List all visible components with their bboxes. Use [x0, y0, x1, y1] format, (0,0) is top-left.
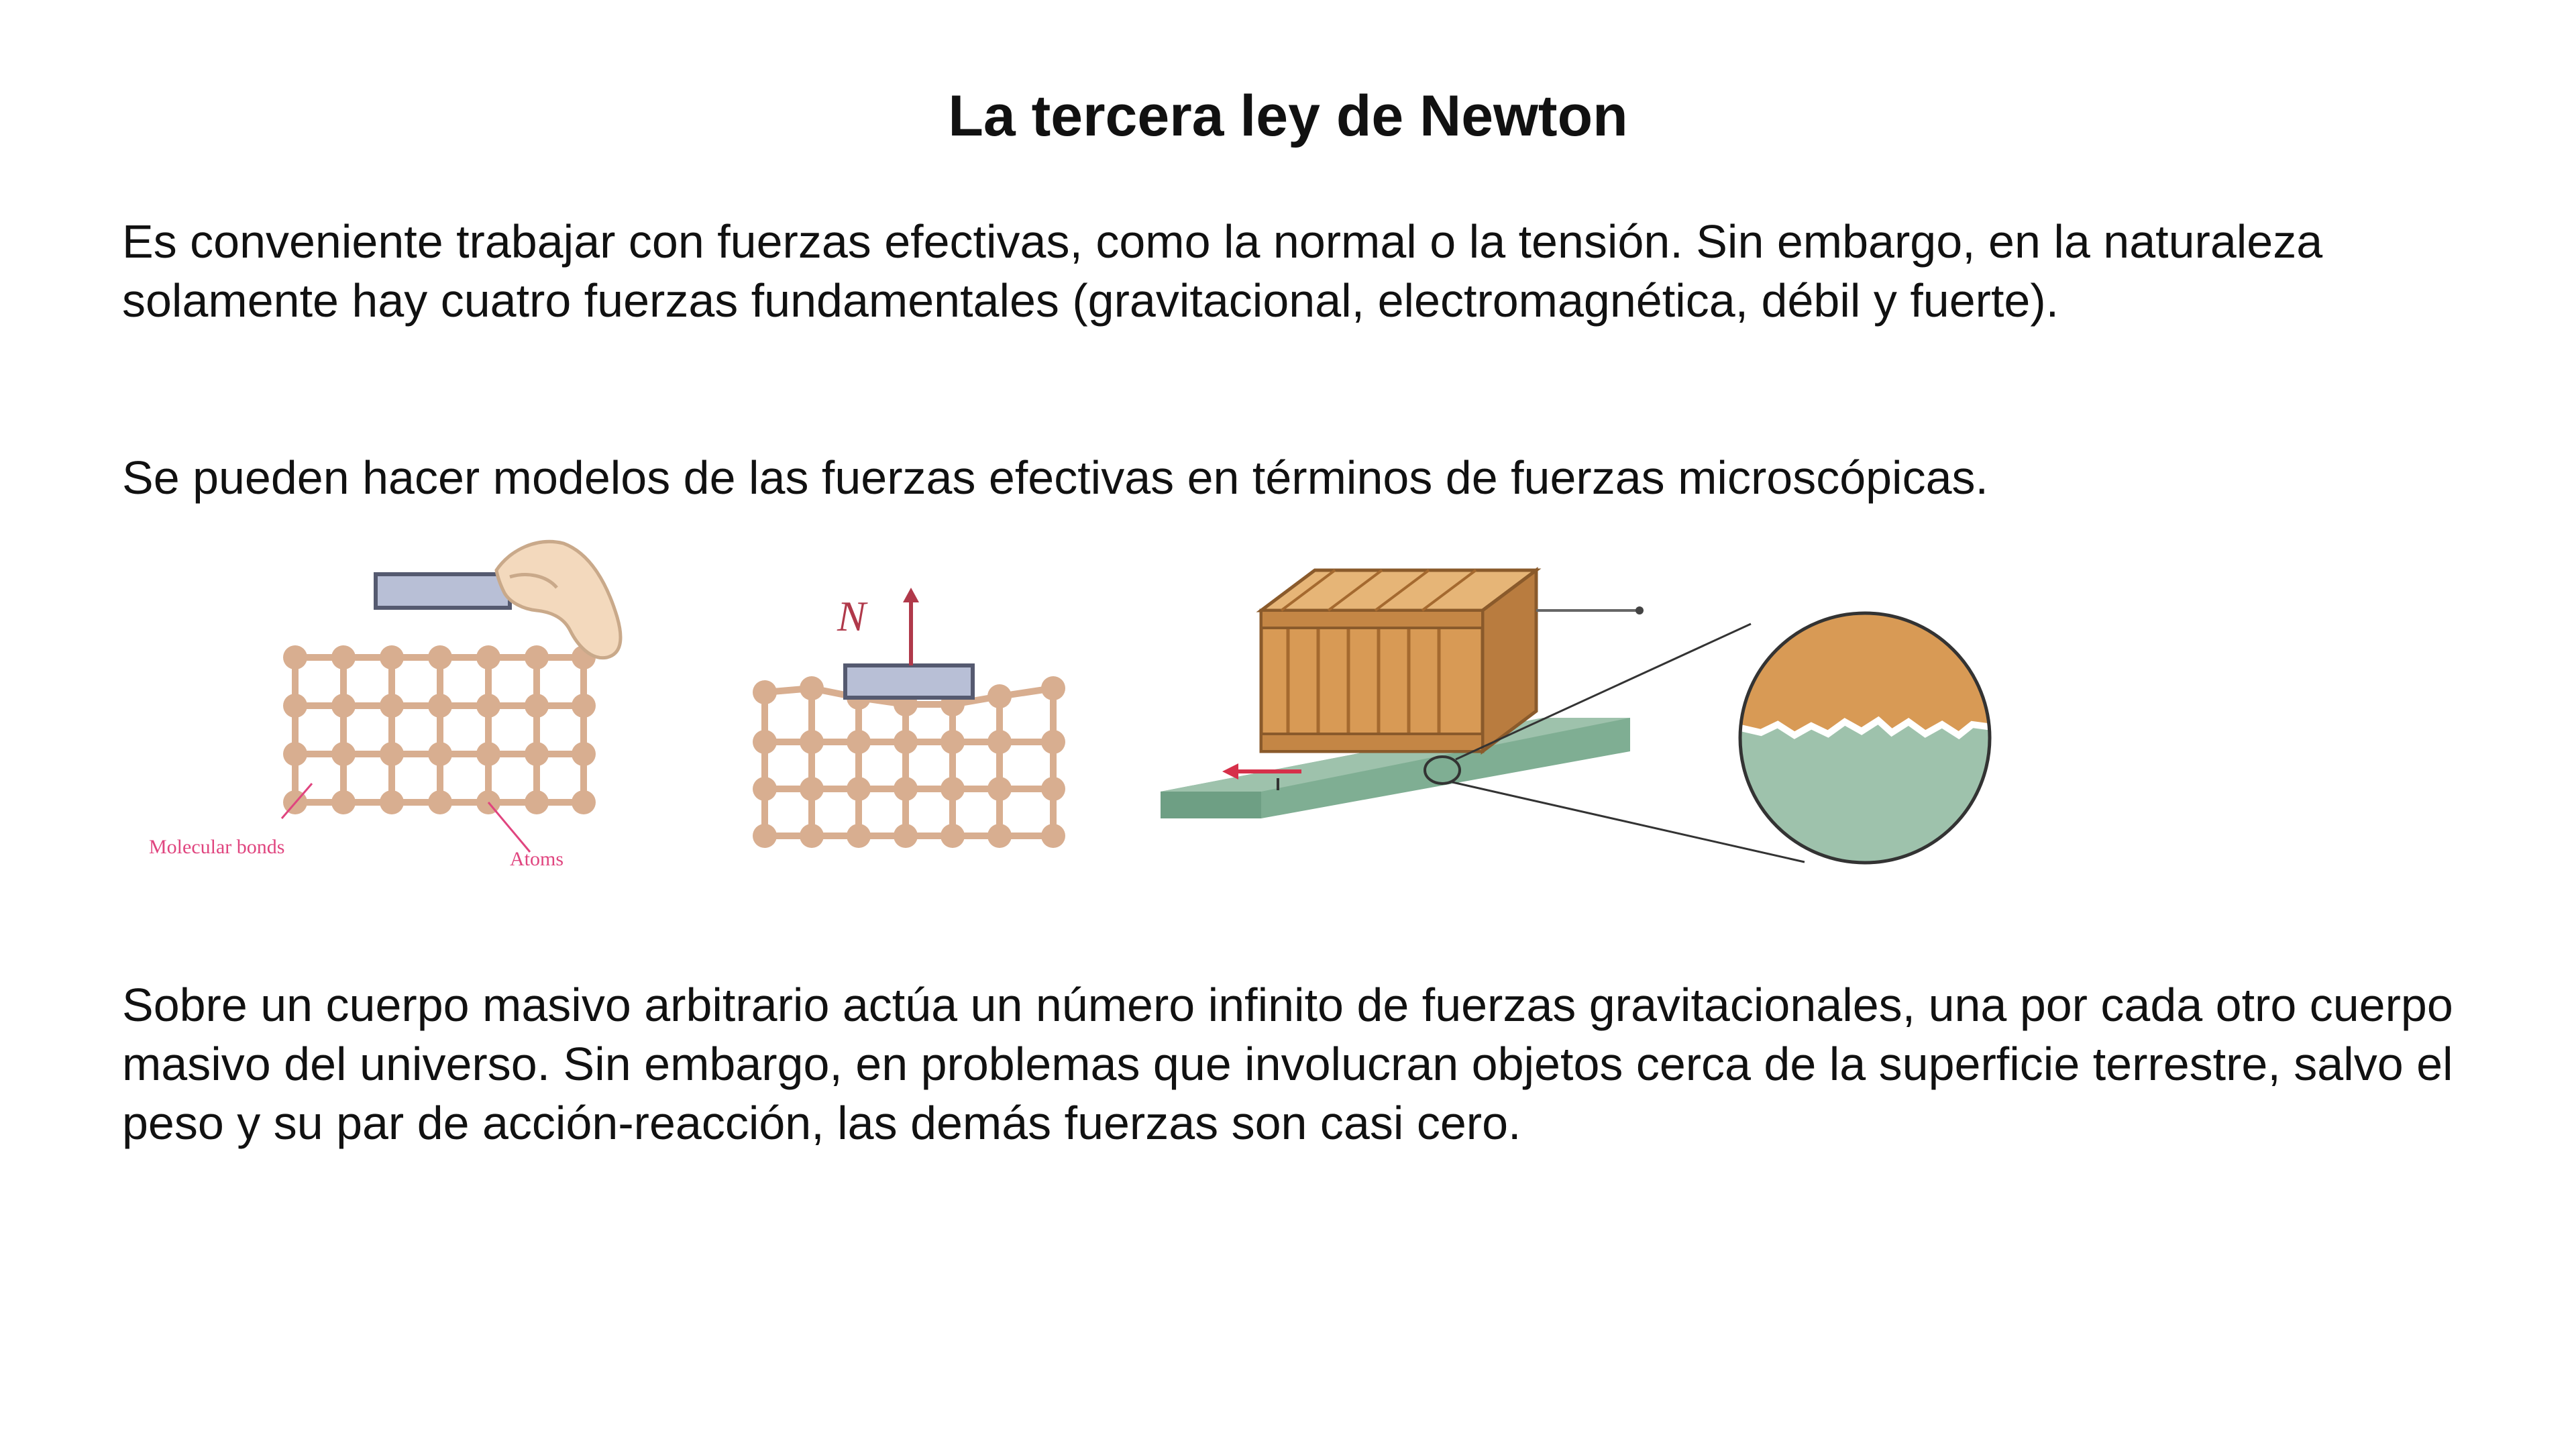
held-block — [376, 574, 510, 608]
microscopic-forces-figure — [0, 523, 2576, 885]
paragraph-gravitational-forces: Sobre un cuerpo masivo arbitrario actúa un número infinito de fuerzas gravitacionales, una por cada otro cuerpo masivo del universo. Sin embargo, en problemas que involucran objetos cerca de la superficie terrestre, salvo el peso y su par de acción-reacción, las demás fuerzas son casi cero. — [122, 979, 2453, 1149]
lattice-panel-normal — [753, 588, 1065, 848]
magnifier-circle-icon — [1737, 610, 1992, 865]
crate-friction-panel — [1161, 570, 1992, 865]
lattice-grid-1 — [295, 657, 584, 802]
paragraph-effective-models: Se pueden hacer modelos de las fuerzas efectivas en términos de fuerzas microscópicas. — [122, 451, 1988, 504]
label-atoms: Atoms — [510, 848, 564, 870]
lattice-panel-hand — [149, 541, 621, 870]
resting-block — [845, 665, 973, 698]
label-normal-force: N — [837, 592, 866, 640]
normal-force-arrowhead — [903, 588, 919, 602]
crate-icon — [1261, 570, 1536, 751]
hand-icon — [496, 541, 621, 657]
label-molecular-bonds: Molecular bonds — [149, 836, 285, 858]
slide-title: La tercera ley de Newton — [948, 84, 1628, 148]
paragraph-fundamental-forces: Es conveniente trabajar con fuerzas efectivas, como la normal o la tensión. Sin embargo, en la naturaleza solamente hay cuatro fuerzas fundamentales (gravitacional, electromagnética, débil y fuerte). — [122, 215, 2323, 327]
